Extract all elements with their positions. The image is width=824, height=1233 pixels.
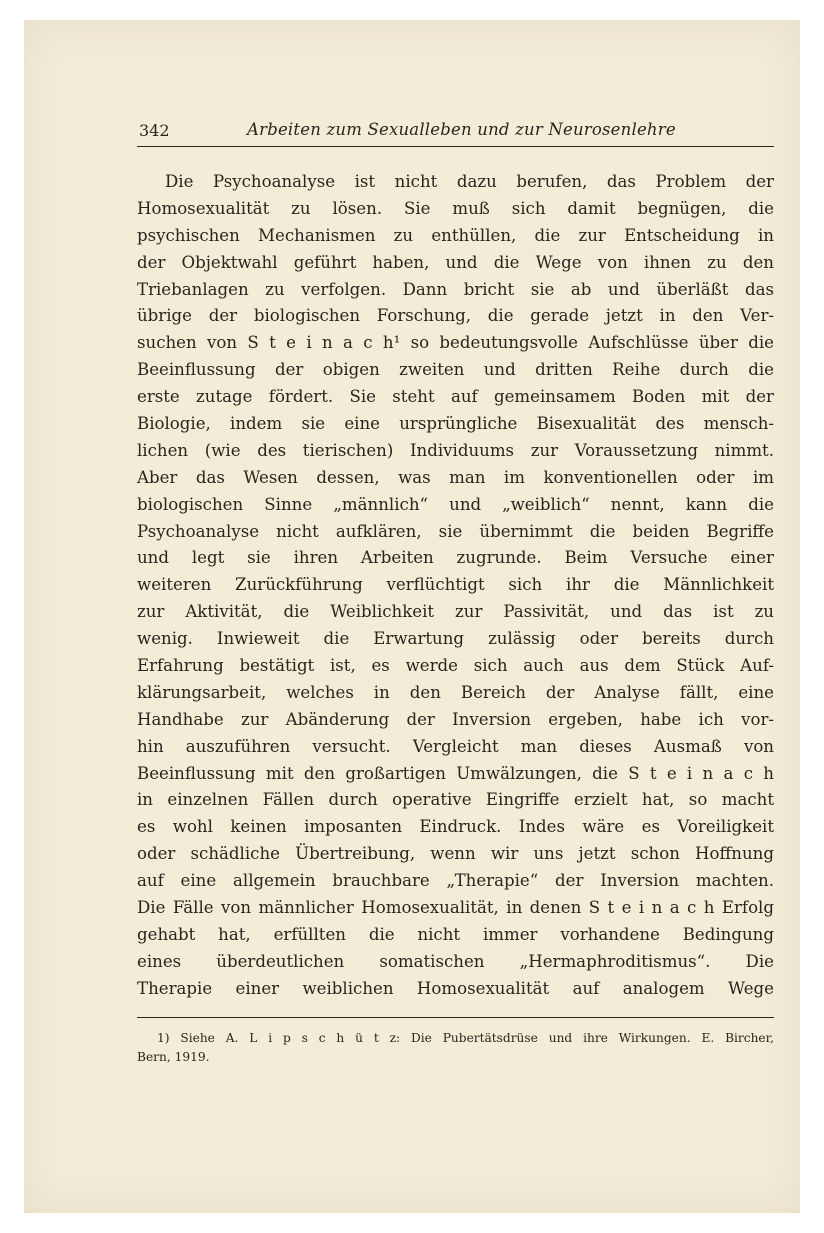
text-line: suchen von S t e i n a c h¹ so bedeutungsvolle Aufschlüsse über die — [137, 333, 774, 353]
text-line: wenig. Inwieweit die Erwartung zulässig oder bereits durch — [137, 629, 774, 649]
footnote-line: 1) Siehe A. L i p s c h ü t z: Die Pubertätsdrüse und ihre Wirkungen. E. Bircher, — [157, 1031, 774, 1045]
text-line: Biologie, indem sie eine ursprüngliche Bisexualität des mensch- — [137, 414, 774, 434]
text-line: weiteren Zurückführung verflüchtigt sich ihr die Männlichkeit — [137, 575, 774, 595]
text-line: es wohl keinen imposanten Eindruck. Indes wäre es Voreiligkeit — [137, 817, 774, 837]
text-line: der Objektwahl geführt haben, und die Wege von ihnen zu den — [137, 252, 774, 272]
text-line: Triebanlagen zu verfolgen. Dann bricht sie ab und überläßt das — [137, 279, 774, 299]
footnote — [137, 1029, 774, 1067]
text-line: Therapie einer weiblichen Homosexualität auf analogem Wege — [137, 978, 774, 998]
text-line: biologischen Sinne „männlich“ und „weiblich“ nennt, kann die — [137, 494, 774, 514]
scanned-page — [24, 20, 800, 1213]
header-rule — [137, 146, 774, 147]
text-line: in einzelnen Fällen durch operative Eingriffe erzielt hat, so macht — [137, 790, 774, 810]
footnote-rule — [137, 1017, 774, 1018]
text-line: Homosexualität zu lösen. Sie muß sich damit begnügen, die — [137, 198, 774, 218]
text-line: oder schädliche Übertreibung, wenn wir uns jetzt schon Hoffnung — [137, 844, 774, 864]
text-line: Erfahrung bestätigt ist, es werde sich auch aus dem Stück Auf- — [137, 656, 774, 676]
text-line: Psychoanalyse nicht aufklären, sie übernimmt die beiden Begriffe — [137, 521, 774, 541]
text-line: hin auszuführen versucht. Vergleicht man dieses Ausmaß von — [137, 736, 774, 756]
running-title: Arbeiten zum Sexualleben und zur Neurosenlehre — [247, 120, 676, 139]
text-line: auf eine allgemein brauchbare „Therapie“ der Inversion machten. — [137, 871, 774, 891]
text-line: erste zutage fördert. Sie steht auf gemeinsamem Boden mit der — [137, 387, 774, 407]
text-line: zur Aktivität, die Weiblichkeit zur Passivität, und das ist zu — [137, 602, 774, 622]
body-paragraph — [137, 169, 774, 1003]
footnote-line: Bern, 1919. — [137, 1050, 210, 1064]
text-line: eines überdeutlichen somatischen „Hermaphroditismus“. Die — [137, 951, 774, 971]
text-line: lichen (wie des tierischen) Individuums zur Voraussetzung nimmt. — [137, 440, 774, 460]
text-line: Beeinflussung der obigen zweiten und dritten Reihe durch die — [137, 360, 774, 380]
text-line: psychischen Mechanismen zu enthüllen, die zur Entscheidung in — [137, 225, 774, 245]
text-line: klärungsarbeit, welches in den Bereich der Analyse fällt, eine — [137, 682, 774, 702]
text-line: und legt sie ihren Arbeiten zugrunde. Beim Versuche einer — [137, 548, 774, 568]
page-number: 342 — [139, 121, 170, 140]
text-line: übrige der biologischen Forschung, die gerade jetzt in den Ver- — [137, 306, 774, 326]
text-line: Aber das Wesen dessen, was man im konventionellen oder im — [137, 467, 774, 487]
text-line: Beeinflussung mit den großartigen Umwälzungen, die S t e i n a c h — [137, 763, 774, 783]
text-line: Handhabe zur Abänderung der Inversion ergeben, habe ich vor- — [137, 709, 774, 729]
text-line: Die Psychoanalyse ist nicht dazu berufen, das Problem der — [165, 172, 774, 191]
page-header — [137, 119, 774, 145]
text-line: gehabt hat, erfüllten die nicht immer vorhandene Bedingung — [137, 924, 774, 944]
text-line: Die Fälle von männlicher Homosexualität, in denen S t e i n a c h Erfolg — [137, 898, 774, 918]
